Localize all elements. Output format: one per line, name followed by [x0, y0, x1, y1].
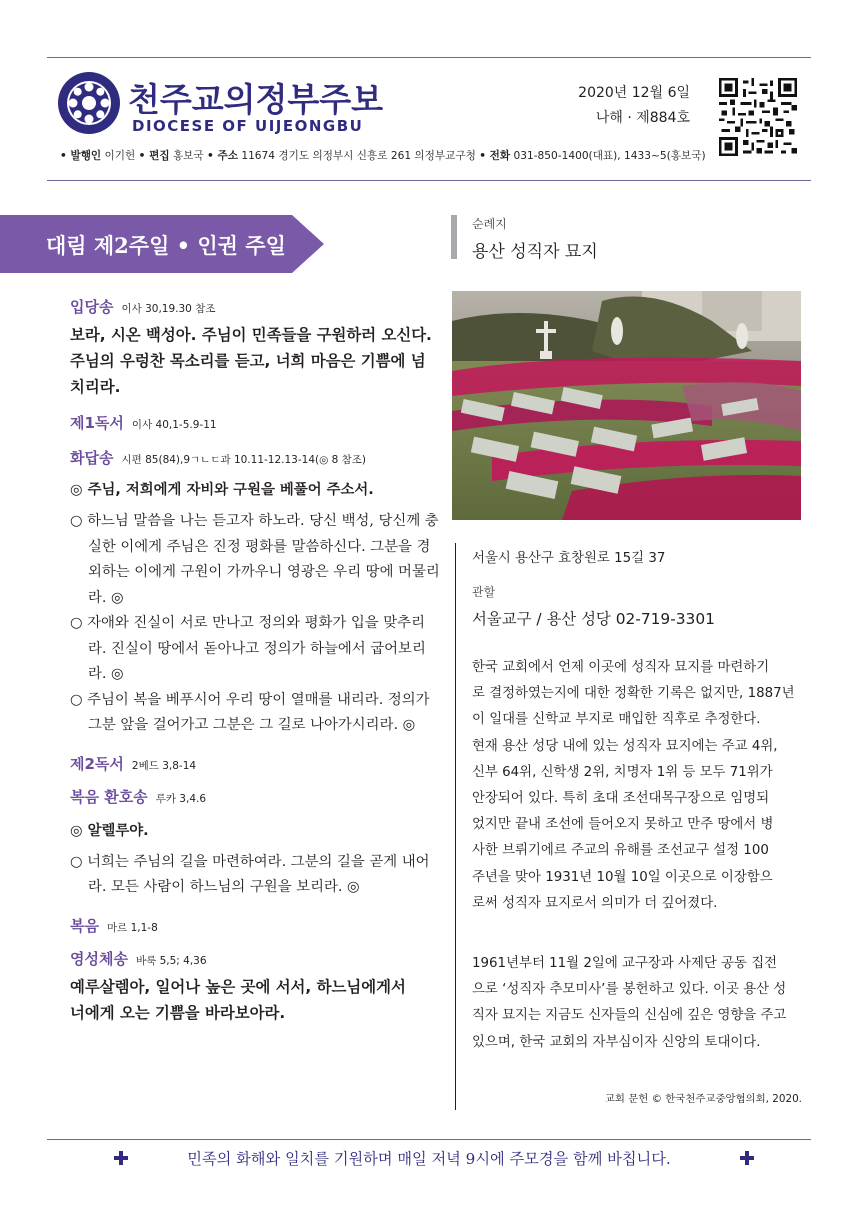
- cross-icon: [740, 1151, 754, 1165]
- text-line: 로 결정하였는지에 대한 정확한 기록은 없지만, 1887년: [472, 686, 795, 702]
- psalm-verse: ○ 주님이 복을 베푸시어 우리 땅이 열매를 내리라. 정의가 그분 앞을 걸어가고 그분은 그 길로 나아가시리라. ◎: [70, 691, 430, 733]
- text-line: 사한 브뤼기에르 주교의 유해를 조선교구 설정 100: [472, 843, 769, 859]
- phone-label: • 전화: [479, 150, 511, 162]
- second-reading-heading: [70, 753, 440, 774]
- pilgrimage-paragraph-2: [472, 951, 806, 1056]
- section-heading: 복음 환호송: [70, 787, 148, 806]
- text-line: 보라, 시온 백성아. 주님이 민족들을 구원하러 오신다.: [70, 326, 432, 344]
- text-line: 이 일대를 신학교 부지로 매입한 직후로 추정한다.: [472, 712, 761, 728]
- first-reading-heading: [70, 412, 440, 433]
- issue-number: 나해 · 제884호: [595, 110, 690, 126]
- text-line: 있으며, 한국 교회의 자부심이자 신앙의 토대이다.: [472, 1034, 761, 1050]
- section-reference: 2베드 3,8-14: [131, 759, 197, 772]
- section-reference: 루카 3,4.6: [155, 792, 207, 805]
- section-heading: 복음: [70, 916, 99, 935]
- bulletin-title: 천주교의정부주보: [128, 80, 384, 119]
- top-rule: [47, 57, 811, 58]
- text-line: 현재 용산 성당 내에 있는 성직자 묘지에는 주교 4위,: [472, 738, 778, 754]
- section-heading: 화답송: [70, 449, 114, 467]
- text-line: 었지만 끝내 조선에 들어오지 못하고 만주 땅에서 병: [472, 817, 774, 833]
- jurisdiction-label: 관할: [472, 585, 496, 599]
- address-value: 11674 경기도 의정부시 신흥로 261 의정부교구청: [241, 150, 476, 162]
- editor-label: • 편집: [138, 150, 170, 162]
- pilgrimage-address: 서울시 용산구 효창원로 15길 37: [472, 551, 666, 566]
- text-line: 주님의 우렁찬 목소리를 듣고, 너희 마음은 기쁨에 넘: [70, 352, 426, 370]
- publisher-value: 이기헌: [104, 150, 136, 162]
- diocese-logo-icon: [58, 72, 120, 134]
- footer-prayer-text: 민족의 화해와 일치를 기원하며 매일 저녁 9시에 주모경을 함께 바칩니다.: [187, 1150, 671, 1168]
- psalm-heading: [70, 447, 440, 468]
- text-line: 주년을 맞아 1931년 10월 10일 이곳으로 이장함으: [472, 869, 773, 885]
- section-reference: 이사 40,1-5.9-11: [131, 419, 217, 431]
- section-heading: 영성체송: [70, 949, 128, 968]
- bulletin-title-english: DIOCESE OF UIJEONGBU: [132, 117, 364, 135]
- pilgrimage-title: 용산 성직자 묘지: [472, 242, 598, 262]
- text-line: 너에게 오는 기쁨을 바라보아라.: [70, 1003, 286, 1022]
- text-line: 직자 묘지는 지금도 신자들의 신심에 깊은 영향을 주고: [472, 1008, 787, 1024]
- address-label: • 주소: [207, 150, 238, 162]
- gospel-heading: [70, 915, 440, 936]
- section-marker-bar: [451, 215, 457, 259]
- gospel-acclamation-heading: [70, 786, 440, 807]
- entrance-antiphon-text: [70, 322, 440, 400]
- header-bottom-rule: [47, 180, 811, 181]
- column-divider: [455, 543, 456, 1110]
- section-reference: 바룩 5,5; 4,36: [135, 954, 207, 967]
- text-line: 신부 64위, 신학생 2위, 치명자 1위 등 모두 71위가: [472, 764, 773, 780]
- section-reference: 마르 1,1-8: [106, 921, 158, 934]
- editor-value: 홍보국: [172, 150, 204, 162]
- pilgrimage-label: 순례지: [472, 217, 507, 231]
- qr-code-icon[interactable]: [719, 78, 797, 156]
- text-line: 로써 성직자 묘지로서 의미가 더 깊어졌다.: [472, 895, 718, 911]
- psalm-verse: ○ 자애와 진실이 서로 만나고 정의와 평화가 입을 맞추리라. 진실이 땅에서 돋아나고 정의가 하늘에서 굽어보리라. ◎: [70, 615, 426, 682]
- publisher-label: • 발행인: [60, 150, 102, 162]
- section-reference: 이사 30,19.30 참조: [121, 303, 216, 315]
- liturgy-column: [70, 296, 440, 1026]
- section-reference: 시편 85(84),9ㄱㄴㄷ과 10.11-12.13-14(◎ 8 참조): [121, 454, 367, 466]
- psalm-verse: ○ 하느님 말씀을 나는 듣고자 하노라. 당신 백성, 당신께 충실한 이에게 주님은 진정 평화를 말씀하신다. 그분을 경외하는 이에게 구원이 가까우니 영광은 우리 땅에 머물리라. ◎: [70, 513, 440, 606]
- text-line: 치리라.: [70, 378, 121, 396]
- text-line: 예루살렘아, 일어나 높은 곳에 서서, 하느님에게서: [70, 977, 406, 996]
- phone-value: 031-850-1400(대표), 1433~5(홍보국): [513, 150, 706, 162]
- section-heading: 제2독서: [70, 754, 124, 773]
- psalm-response: ◎ 주님, 저희에게 자비와 구원을 베풀어 주소서.: [70, 482, 374, 498]
- issue-date: 2020년 12월 6일: [578, 85, 690, 101]
- section-heading: 제1독서: [70, 414, 124, 432]
- jurisdiction-value: 서울교구 / 용산 성당 02-719-3301: [472, 610, 715, 628]
- alleluia-verse: ○ 너희는 주님의 길을 마련하여라. 그분의 길을 곧게 내어라. 모든 사람이 하느님의 구원을 보리라. ◎: [70, 853, 430, 895]
- text-line: 1961년부터 11월 2일에 교구장과 사제단 공동 집전: [472, 956, 778, 971]
- footer-rule: [47, 1139, 811, 1140]
- text-line: 한국 교회에서 언제 이곳에 성직자 묘지를 마련하기: [472, 660, 770, 675]
- pilgrimage-paragraph-1: [472, 655, 806, 917]
- text-line: 안장되어 있다. 특히 초대 조선대목구장으로 임명되: [472, 791, 770, 807]
- sunday-title: 대림 제2주일 • 인권 주일: [46, 233, 286, 258]
- publication-info: [60, 148, 706, 163]
- alleluia-response: ◎ 알렐루야.: [70, 822, 149, 839]
- cemetery-photo: [452, 291, 801, 520]
- entrance-antiphon-heading: [70, 296, 440, 317]
- text-line: 으로 ‘성직자 추모미사’를 봉헌하고 있다. 이곳 용산 성: [472, 982, 787, 998]
- communion-antiphon-heading: [70, 948, 440, 969]
- section-heading: 입당송: [70, 298, 114, 316]
- communion-antiphon-text: [70, 974, 440, 1026]
- copyright-credit: 교회 문헌 © 한국천주교중앙협의회, 2020.: [604, 1093, 802, 1105]
